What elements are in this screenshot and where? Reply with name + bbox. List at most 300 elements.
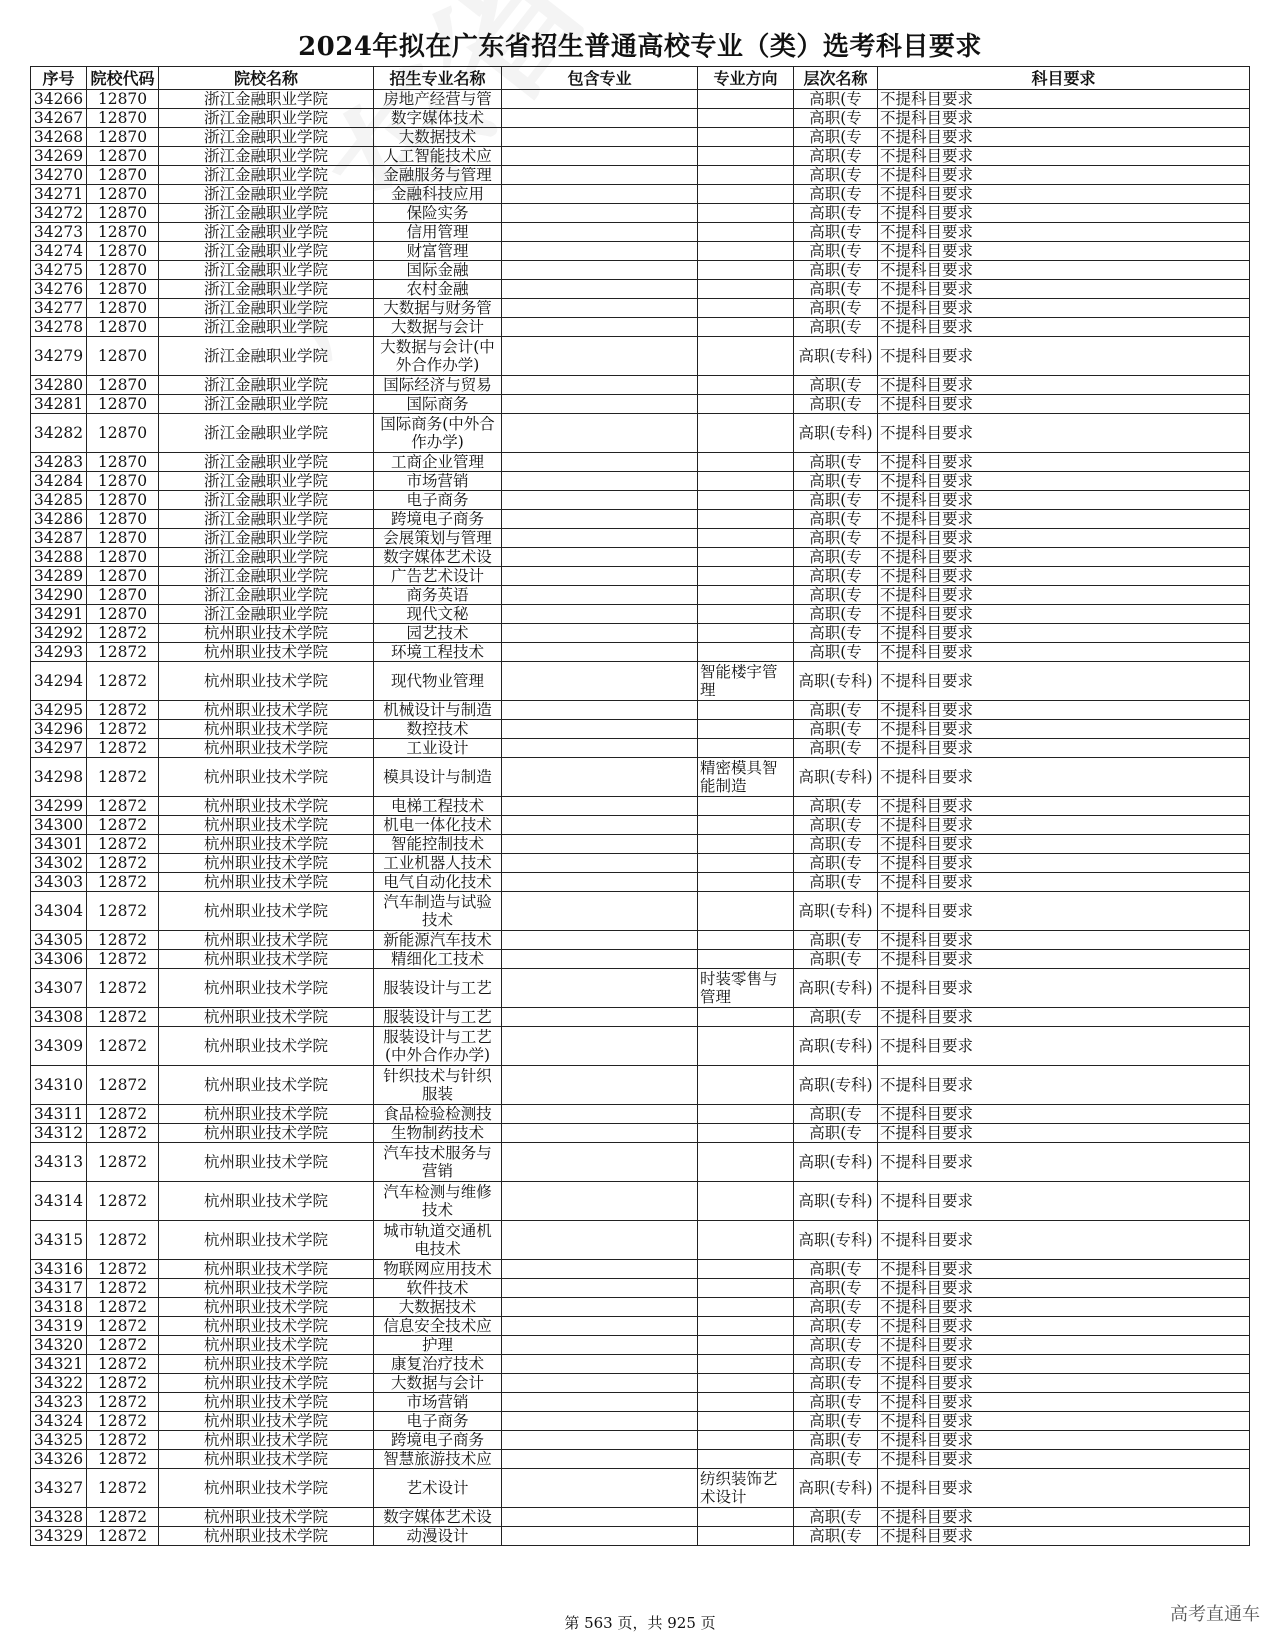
cell-level: 高职(专	[794, 816, 878, 835]
cell-no: 34277	[31, 299, 87, 318]
cell-requirement: 不提科目要求	[878, 1469, 1250, 1508]
cell-included	[502, 950, 698, 969]
table-row	[31, 701, 1250, 720]
cell-level: 高职(专	[794, 261, 878, 280]
cell-major: 金融科技应用	[374, 185, 502, 204]
cell-requirement: 不提科目要求	[878, 414, 1250, 453]
table-row	[31, 395, 1250, 414]
cell-school-name: 杭州职业技术学院	[159, 1260, 374, 1279]
cell-major: 工业机器人技术	[374, 854, 502, 873]
cell-school-name: 杭州职业技术学院	[159, 1182, 374, 1221]
cell-included	[502, 892, 698, 931]
cell-direction	[698, 1527, 794, 1546]
cell-school-name: 浙江金融职业学院	[159, 376, 374, 395]
cell-direction	[698, 223, 794, 242]
table-row	[31, 1298, 1250, 1317]
cell-major: 园艺技术	[374, 624, 502, 643]
cell-level: 高职(专	[794, 1374, 878, 1393]
cell-level: 高职(专	[794, 950, 878, 969]
cell-level: 高职(专	[794, 185, 878, 204]
cell-direction	[698, 586, 794, 605]
cell-level: 高职(专	[794, 491, 878, 510]
cell-major: 市场营销	[374, 1393, 502, 1412]
cell-requirement: 不提科目要求	[878, 223, 1250, 242]
cell-school-name: 浙江金融职业学院	[159, 472, 374, 491]
cell-direction	[698, 701, 794, 720]
cell-level: 高职(专科)	[794, 337, 878, 376]
cell-requirement: 不提科目要求	[878, 758, 1250, 797]
cell-school-code: 12872	[87, 950, 159, 969]
cell-included	[502, 166, 698, 185]
cell-no: 34313	[31, 1143, 87, 1182]
cell-requirement: 不提科目要求	[878, 873, 1250, 892]
brand-watermark: 高考直通车	[1170, 1604, 1260, 1625]
cell-requirement: 不提科目要求	[878, 950, 1250, 969]
cell-school-name: 浙江金融职业学院	[159, 204, 374, 223]
cell-included	[502, 1279, 698, 1298]
cell-level: 高职(专	[794, 1336, 878, 1355]
cell-school-name: 杭州职业技术学院	[159, 1374, 374, 1393]
cell-major: 信用管理	[374, 223, 502, 242]
header-cell: 招生专业名称	[374, 67, 502, 90]
cell-no: 34298	[31, 758, 87, 797]
cell-requirement: 不提科目要求	[878, 739, 1250, 758]
cell-requirement: 不提科目要求	[878, 204, 1250, 223]
cell-level: 高职(专科)	[794, 1027, 878, 1066]
cell-school-name: 杭州职业技术学院	[159, 1317, 374, 1336]
cell-major: 数字媒体技术	[374, 109, 502, 128]
cell-school-code: 12870	[87, 472, 159, 491]
cell-major: 大数据技术	[374, 1298, 502, 1317]
cell-major: 城市轨道交通机电技术	[374, 1221, 502, 1260]
cell-requirement: 不提科目要求	[878, 624, 1250, 643]
cell-school-name: 杭州职业技术学院	[159, 720, 374, 739]
table-row	[31, 567, 1250, 586]
cell-included	[502, 758, 698, 797]
cell-requirement: 不提科目要求	[878, 1412, 1250, 1431]
cell-level: 高职(专	[794, 567, 878, 586]
cell-major: 房地产经营与管	[374, 90, 502, 109]
cell-no: 34322	[31, 1374, 87, 1393]
cell-included	[502, 1527, 698, 1546]
cell-school-code: 12872	[87, 1279, 159, 1298]
cell-included	[502, 185, 698, 204]
cell-level: 高职(专科)	[794, 969, 878, 1008]
cell-level: 高职(专	[794, 147, 878, 166]
cell-direction	[698, 873, 794, 892]
table-row	[31, 128, 1250, 147]
cell-requirement: 不提科目要求	[878, 472, 1250, 491]
cell-school-name: 浙江金融职业学院	[159, 109, 374, 128]
cell-direction	[698, 854, 794, 873]
cell-major: 财富管理	[374, 242, 502, 261]
cell-requirement: 不提科目要求	[878, 720, 1250, 739]
cell-direction	[698, 166, 794, 185]
cell-school-name: 浙江金融职业学院	[159, 395, 374, 414]
table-row	[31, 90, 1250, 109]
cell-school-name: 浙江金融职业学院	[159, 491, 374, 510]
table-row	[31, 472, 1250, 491]
cell-school-code: 12872	[87, 662, 159, 701]
cell-level: 高职(专	[794, 548, 878, 567]
cell-included	[502, 1374, 698, 1393]
cell-requirement: 不提科目要求	[878, 643, 1250, 662]
cell-no: 34312	[31, 1124, 87, 1143]
cell-included	[502, 797, 698, 816]
cell-level: 高职(专	[794, 586, 878, 605]
cell-included	[502, 1431, 698, 1450]
cell-requirement: 不提科目要求	[878, 280, 1250, 299]
cell-school-name: 浙江金融职业学院	[159, 223, 374, 242]
table-row	[31, 1143, 1250, 1182]
cell-no: 34318	[31, 1298, 87, 1317]
cell-level: 高职(专	[794, 1298, 878, 1317]
cell-direction	[698, 1027, 794, 1066]
table-row	[31, 1469, 1250, 1508]
table-row	[31, 1008, 1250, 1027]
cell-school-code: 12870	[87, 242, 159, 261]
cell-major: 艺术设计	[374, 1469, 502, 1508]
table-row	[31, 1374, 1250, 1393]
cell-major: 服装设计与工艺	[374, 969, 502, 1008]
cell-direction	[698, 643, 794, 662]
table-row	[31, 1105, 1250, 1124]
cell-no: 34296	[31, 720, 87, 739]
table-row	[31, 185, 1250, 204]
cell-no: 34294	[31, 662, 87, 701]
cell-major: 农村金融	[374, 280, 502, 299]
cell-included	[502, 299, 698, 318]
cell-school-code: 12870	[87, 261, 159, 280]
cell-requirement: 不提科目要求	[878, 1336, 1250, 1355]
cell-major: 大数据与财务管	[374, 299, 502, 318]
cell-direction	[698, 1066, 794, 1105]
cell-requirement: 不提科目要求	[878, 662, 1250, 701]
cell-requirement: 不提科目要求	[878, 529, 1250, 548]
table-row	[31, 453, 1250, 472]
cell-school-name: 杭州职业技术学院	[159, 662, 374, 701]
cell-school-code: 12872	[87, 1374, 159, 1393]
cell-included	[502, 242, 698, 261]
cell-no: 34267	[31, 109, 87, 128]
cell-included	[502, 662, 698, 701]
cell-direction	[698, 931, 794, 950]
table-row	[31, 1431, 1250, 1450]
cell-school-name: 浙江金融职业学院	[159, 242, 374, 261]
cell-school-code: 12872	[87, 1298, 159, 1317]
cell-level: 高职(专	[794, 1450, 878, 1469]
cell-direction	[698, 1336, 794, 1355]
cell-school-name: 杭州职业技术学院	[159, 1527, 374, 1546]
cell-included	[502, 223, 698, 242]
cell-major: 护理	[374, 1336, 502, 1355]
cell-included	[502, 1450, 698, 1469]
cell-no: 34283	[31, 453, 87, 472]
cell-level: 高职(专科)	[794, 414, 878, 453]
table-row	[31, 1027, 1250, 1066]
cell-major: 康复治疗技术	[374, 1355, 502, 1374]
cell-requirement: 不提科目要求	[878, 1143, 1250, 1182]
cell-major: 大数据技术	[374, 128, 502, 147]
cell-no: 34274	[31, 242, 87, 261]
cell-no: 34297	[31, 739, 87, 758]
cell-included	[502, 1317, 698, 1336]
cell-school-code: 12872	[87, 892, 159, 931]
cell-direction	[698, 1279, 794, 1298]
cell-school-name: 浙江金融职业学院	[159, 166, 374, 185]
cell-no: 34276	[31, 280, 87, 299]
cell-included	[502, 1105, 698, 1124]
cell-school-name: 杭州职业技术学院	[159, 1450, 374, 1469]
cell-school-code: 12870	[87, 90, 159, 109]
cell-requirement: 不提科目要求	[878, 337, 1250, 376]
cell-direction	[698, 204, 794, 223]
cell-school-code: 12872	[87, 739, 159, 758]
cell-school-name: 杭州职业技术学院	[159, 1027, 374, 1066]
cell-included	[502, 109, 698, 128]
cell-direction	[698, 720, 794, 739]
cell-school-code: 12872	[87, 1469, 159, 1508]
cell-direction	[698, 739, 794, 758]
cell-no: 34301	[31, 835, 87, 854]
cell-no: 34273	[31, 223, 87, 242]
cell-school-code: 12870	[87, 166, 159, 185]
table-row	[31, 1317, 1250, 1336]
table-row	[31, 1527, 1250, 1546]
cell-major: 服装设计与工艺	[374, 1008, 502, 1027]
cell-included	[502, 1221, 698, 1260]
cell-major: 现代物业管理	[374, 662, 502, 701]
requirements-table	[30, 66, 1250, 1546]
cell-requirement: 不提科目要求	[878, 128, 1250, 147]
cell-included	[502, 567, 698, 586]
cell-included	[502, 854, 698, 873]
table-row	[31, 1260, 1250, 1279]
cell-included	[502, 1027, 698, 1066]
cell-no: 34305	[31, 931, 87, 950]
cell-direction	[698, 1143, 794, 1182]
cell-school-code: 12872	[87, 1182, 159, 1221]
cell-level: 高职(专	[794, 605, 878, 624]
cell-level: 高职(专	[794, 1008, 878, 1027]
table-row	[31, 491, 1250, 510]
table-row	[31, 739, 1250, 758]
cell-included	[502, 1260, 698, 1279]
page-footer: 第 563 页，共 925 页	[564, 1614, 716, 1632]
cell-level: 高职(专	[794, 1527, 878, 1546]
cell-major: 国际商务(中外合作办学)	[374, 414, 502, 453]
cell-direction	[698, 376, 794, 395]
cell-no: 34311	[31, 1105, 87, 1124]
cell-no: 34327	[31, 1469, 87, 1508]
cell-requirement: 不提科目要求	[878, 1317, 1250, 1336]
cell-no: 34270	[31, 166, 87, 185]
cell-requirement: 不提科目要求	[878, 166, 1250, 185]
table-body	[31, 90, 1250, 1546]
table-row	[31, 242, 1250, 261]
table-row	[31, 376, 1250, 395]
cell-included	[502, 1124, 698, 1143]
cell-requirement: 不提科目要求	[878, 1355, 1250, 1374]
table-row	[31, 318, 1250, 337]
cell-direction	[698, 797, 794, 816]
table-row	[31, 1355, 1250, 1374]
cell-direction	[698, 1393, 794, 1412]
cell-no: 34281	[31, 395, 87, 414]
cell-major: 数字媒体艺术设	[374, 548, 502, 567]
cell-school-name: 杭州职业技术学院	[159, 1469, 374, 1508]
cell-school-code: 12870	[87, 376, 159, 395]
cell-major: 服装设计与工艺(中外合作办学)	[374, 1027, 502, 1066]
cell-direction: 纺织装饰艺术设计	[698, 1469, 794, 1508]
cell-direction	[698, 1450, 794, 1469]
cell-major: 跨境电子商务	[374, 510, 502, 529]
cell-level: 高职(专	[794, 109, 878, 128]
cell-included	[502, 605, 698, 624]
cell-requirement: 不提科目要求	[878, 109, 1250, 128]
cell-no: 34316	[31, 1260, 87, 1279]
cell-school-code: 12870	[87, 491, 159, 510]
cell-school-code: 12872	[87, 758, 159, 797]
cell-requirement: 不提科目要求	[878, 1298, 1250, 1317]
table-row	[31, 1182, 1250, 1221]
cell-included	[502, 931, 698, 950]
cell-no: 34278	[31, 318, 87, 337]
table-row	[31, 1508, 1250, 1527]
cell-direction	[698, 1008, 794, 1027]
cell-no: 34326	[31, 1450, 87, 1469]
cell-no: 34271	[31, 185, 87, 204]
table-row	[31, 835, 1250, 854]
cell-direction: 时装零售与管理	[698, 969, 794, 1008]
cell-school-name: 浙江金融职业学院	[159, 548, 374, 567]
cell-no: 34329	[31, 1527, 87, 1546]
cell-school-code: 12872	[87, 1008, 159, 1027]
cell-no: 34300	[31, 816, 87, 835]
cell-level: 高职(专科)	[794, 1469, 878, 1508]
table-row	[31, 1336, 1250, 1355]
cell-school-code: 12872	[87, 1221, 159, 1260]
cell-requirement: 不提科目要求	[878, 1008, 1250, 1027]
cell-direction	[698, 1221, 794, 1260]
header-cell: 专业方向	[698, 67, 794, 90]
cell-school-code: 12872	[87, 1412, 159, 1431]
cell-school-code: 12870	[87, 147, 159, 166]
cell-direction	[698, 816, 794, 835]
cell-direction	[698, 1431, 794, 1450]
cell-requirement: 不提科目要求	[878, 1124, 1250, 1143]
cell-major: 电气自动化技术	[374, 873, 502, 892]
cell-included	[502, 873, 698, 892]
cell-direction	[698, 414, 794, 453]
cell-direction	[698, 90, 794, 109]
cell-included	[502, 376, 698, 395]
table-row	[31, 854, 1250, 873]
table-row	[31, 109, 1250, 128]
table-row	[31, 529, 1250, 548]
table-row	[31, 662, 1250, 701]
page-title: 2024年拟在广东省招生普通高校专业（类）选考科目要求	[298, 32, 982, 62]
cell-level: 高职(专	[794, 204, 878, 223]
cell-level: 高职(专	[794, 701, 878, 720]
cell-direction	[698, 1105, 794, 1124]
cell-major: 软件技术	[374, 1279, 502, 1298]
cell-school-name: 杭州职业技术学院	[159, 950, 374, 969]
cell-level: 高职(专科)	[794, 1221, 878, 1260]
cell-included	[502, 261, 698, 280]
cell-school-name: 浙江金融职业学院	[159, 567, 374, 586]
cell-school-name: 杭州职业技术学院	[159, 758, 374, 797]
cell-no: 34303	[31, 873, 87, 892]
table-row	[31, 1279, 1250, 1298]
table-row	[31, 969, 1250, 1008]
cell-direction	[698, 299, 794, 318]
cell-school-name: 杭州职业技术学院	[159, 1393, 374, 1412]
cell-level: 高职(专	[794, 1105, 878, 1124]
cell-direction	[698, 395, 794, 414]
cell-requirement: 不提科目要求	[878, 548, 1250, 567]
cell-level: 高职(专	[794, 242, 878, 261]
cell-major: 数字媒体艺术设	[374, 1508, 502, 1527]
cell-school-code: 12870	[87, 185, 159, 204]
cell-school-code: 12870	[87, 128, 159, 147]
cell-no: 34308	[31, 1008, 87, 1027]
cell-included	[502, 204, 698, 223]
cell-school-name: 浙江金融职业学院	[159, 280, 374, 299]
cell-no: 34323	[31, 1393, 87, 1412]
cell-no: 34306	[31, 950, 87, 969]
cell-school-code: 12872	[87, 720, 159, 739]
table-row	[31, 624, 1250, 643]
cell-school-code: 12870	[87, 395, 159, 414]
cell-school-code: 12872	[87, 1527, 159, 1546]
cell-requirement: 不提科目要求	[878, 491, 1250, 510]
cell-school-name: 杭州职业技术学院	[159, 1431, 374, 1450]
cell-included	[502, 1008, 698, 1027]
cell-level: 高职(专	[794, 835, 878, 854]
cell-major: 汽车检测与维修技术	[374, 1182, 502, 1221]
cell-no: 34275	[31, 261, 87, 280]
cell-direction	[698, 337, 794, 376]
cell-no: 34304	[31, 892, 87, 931]
cell-requirement: 不提科目要求	[878, 453, 1250, 472]
cell-school-code: 12870	[87, 109, 159, 128]
cell-requirement: 不提科目要求	[878, 567, 1250, 586]
cell-level: 高职(专	[794, 797, 878, 816]
cell-school-code: 12870	[87, 337, 159, 376]
cell-direction	[698, 147, 794, 166]
table-row	[31, 414, 1250, 453]
cell-school-code: 12872	[87, 1508, 159, 1527]
table-row	[31, 166, 1250, 185]
cell-level: 高职(专	[794, 931, 878, 950]
cell-school-code: 12872	[87, 1317, 159, 1336]
cell-no: 34268	[31, 128, 87, 147]
cell-direction	[698, 1182, 794, 1221]
cell-included	[502, 1066, 698, 1105]
cell-major: 跨境电子商务	[374, 1431, 502, 1450]
cell-school-code: 12872	[87, 854, 159, 873]
cell-requirement: 不提科目要求	[878, 299, 1250, 318]
cell-school-name: 浙江金融职业学院	[159, 337, 374, 376]
cell-no: 34266	[31, 90, 87, 109]
cell-school-name: 浙江金融职业学院	[159, 261, 374, 280]
cell-requirement: 不提科目要求	[878, 395, 1250, 414]
cell-major: 人工智能技术应	[374, 147, 502, 166]
cell-level: 高职(专	[794, 873, 878, 892]
cell-level: 高职(专科)	[794, 892, 878, 931]
cell-level: 高职(专	[794, 223, 878, 242]
